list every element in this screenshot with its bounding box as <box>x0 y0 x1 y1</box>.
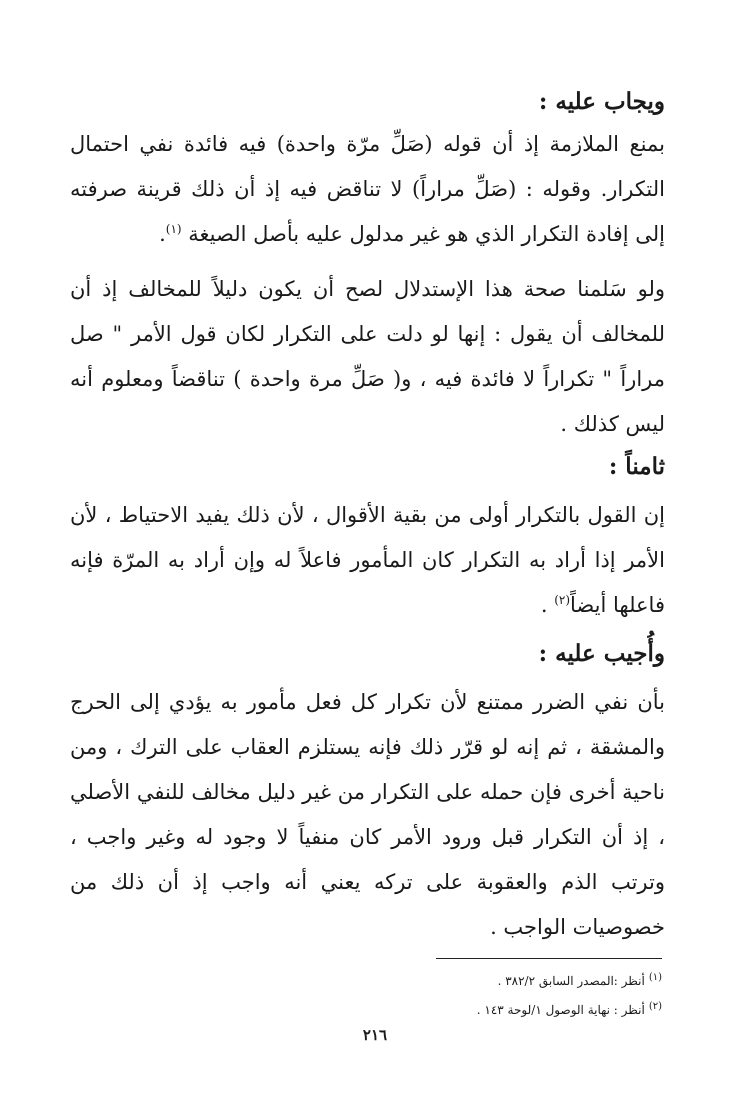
paragraph-3-end: . <box>540 593 548 617</box>
footnote-1-text: أنظر :المصدر السابق ٣٨٢/٢ . <box>497 974 645 988</box>
paragraph-4: بأن نفي الضرر ممتنع لأن تكرار كل فعل مأمور به يؤدي إلى الحرج والمشقة ، ثم إنه لو قرّر ذلك فإنه يستلزم العقاب على الترك ، ومن ناحية أخرى فإن حمله على التكرار من غير دليل مخالف للنفي الأصلي ، إذ أن التكرار قبل ورود الأمر كان منفياً لا وجود له وغير واجب ، وترتب الذم والعقوبة على تركه يعني أنه واجب إذ أن ذلك من خصوصيات الواجب . <box>70 690 665 939</box>
footnotes <box>162 965 662 1023</box>
paragraph-3-text: إن القول بالتكرار أولى من بقية الأقوال ، لأن ذلك يفيد الاحتياط ، لأن الأمر إذا أراد به التكرار كان المأمور فاعلاً له وإن أراد به المرّة فإنه فاعلها أيضاً <box>70 503 666 617</box>
paragraph-1-end: . <box>159 222 166 246</box>
paragraph-3 <box>70 493 665 628</box>
footnote-ref-1[interactable]: (١) <box>165 222 182 236</box>
footnote-ref-2[interactable]: (٢) <box>554 593 571 607</box>
main-text <box>70 82 665 950</box>
heading-rebuttal: وأُجيب عليه : <box>538 640 665 667</box>
heading-eighth: ثامناً : <box>608 453 665 480</box>
paragraph-1 <box>70 122 665 257</box>
heading-answer: ويجاب عليه : <box>538 88 665 115</box>
paragraph-1-text: بمنع الملازمة إذ أن قوله (صَلِّ مرّة واحدة) فيه فائدة نفي احتمال التكرار. وقوله : (صَلِّ مراراً) لا تناقض فيه إذ أن ذلك قرينة صرفته إلى إفادة التكرار الذي هو غير مدلول عليه بأصل الصيغة <box>70 132 665 246</box>
paragraph-2: ولو سَلمنا صحة هذا الإستدلال لصح أن يكون دليلاً للمخالف إذ أن للمخالف أن يقول : إنها لو دلت على التكرار لكان قول الأمر " صل مراراً " تكراراً لا فائدة فيه ، و( صَلِّ مرة واحدة ) تناقضاً ومعلوم أنه ليس كذلك . <box>70 277 665 436</box>
footnote-2-text: أنظر : نهاية الوصول ١/لوحة ١٤٣ . <box>476 1003 645 1017</box>
footnote-divider <box>436 958 662 959</box>
footnote-2 <box>162 994 662 1023</box>
footnote-2-number: (٢) <box>648 1001 662 1012</box>
footnote-1-number: (١) <box>648 972 662 983</box>
page-number: ٢١٦ <box>362 1026 388 1044</box>
footnote-1 <box>162 965 662 994</box>
